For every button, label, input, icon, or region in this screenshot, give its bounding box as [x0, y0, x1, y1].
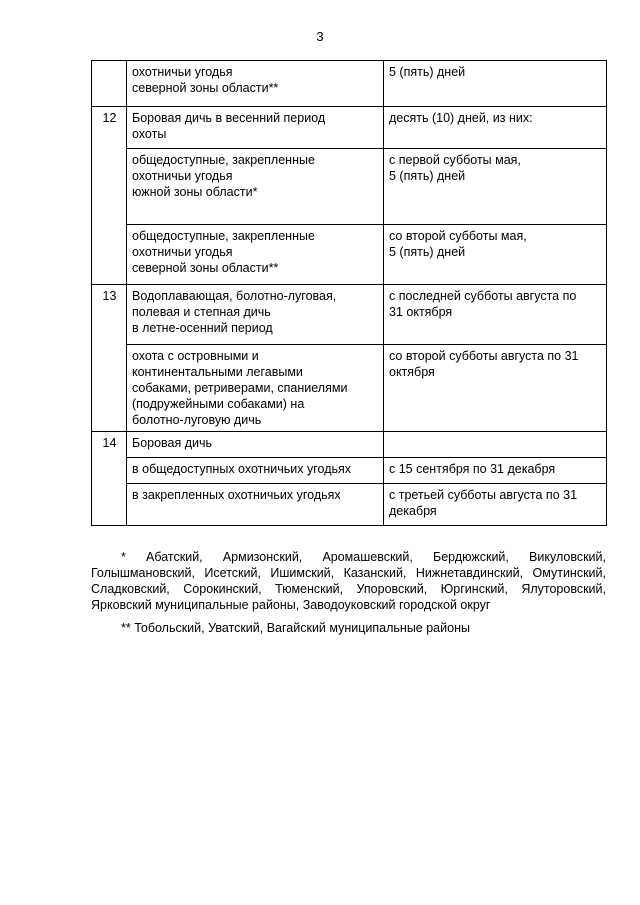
hunting-schedule-table	[91, 60, 607, 526]
row-number-cell	[92, 345, 127, 432]
table-row	[92, 345, 607, 432]
table-row	[92, 285, 607, 345]
hunting-period-cell: с первой субботы мая, 5 (пять) дней	[384, 149, 607, 225]
table-row	[92, 458, 607, 484]
row-number-cell	[92, 149, 127, 225]
game-description-cell: в закрепленных охотничьих угодьях	[127, 484, 384, 526]
footnote-north-zone: ** Тобольский, Уватский, Вагайский муниципальные районы	[121, 621, 470, 635]
row-number-cell	[92, 484, 127, 526]
row-number-cell	[92, 225, 127, 285]
hunting-period-cell: с последней субботы августа по 31 октября	[384, 285, 607, 345]
table-row	[92, 61, 607, 107]
page-number: 3	[316, 29, 324, 44]
hunting-period-cell: с 15 сентября по 31 декабря	[384, 458, 607, 484]
row-number-cell	[92, 458, 127, 484]
game-description-cell: охотничьи угодья северной зоны области**	[127, 61, 384, 107]
game-description-cell: Боровая дичь в весенний период охоты	[127, 107, 384, 149]
hunting-period-cell: с третьей субботы августа по 31 декабря	[384, 484, 607, 526]
row-number-cell: 13	[92, 285, 127, 345]
hunting-period-cell: со второй субботы мая, 5 (пять) дней	[384, 225, 607, 285]
row-number-cell	[92, 61, 127, 107]
footnote-south-zone: * Абатский, Армизонский, Аромашевский, Бердюжский, Викуловский, Голышмановский, Исетский, Ишимский, Казанский, Нижнетавдинский, Омутинский, Сладковский, Сорокинский, Тюменский, Упоровский, Юргинский, Ялуторовский, Ярковский муниципальные районы, Заводоуковский городской округ	[91, 550, 606, 612]
hunting-period-cell: десять (10) дней, из них:	[384, 107, 607, 149]
game-description-cell: общедоступные, закрепленные охотничьи угодья северной зоны области**	[127, 225, 384, 285]
table-row	[92, 149, 607, 225]
game-description-cell: Водоплавающая, болотно-луговая, полевая и степная дичь в летне-осенний период	[127, 285, 384, 345]
table-row	[92, 225, 607, 285]
row-number-cell: 12	[92, 107, 127, 149]
footnotes	[91, 549, 606, 643]
table-row	[92, 107, 607, 149]
hunting-period-cell: со второй субботы августа по 31 октября	[384, 345, 607, 432]
game-description-cell: общедоступные, закрепленные охотничьи угодья южной зоны области*	[127, 149, 384, 225]
hunting-period-cell	[384, 432, 607, 458]
game-description-cell: в общедоступных охотничьих угодьях	[127, 458, 384, 484]
table-row	[92, 484, 607, 526]
table-row	[92, 432, 607, 458]
row-number-cell: 14	[92, 432, 127, 458]
hunting-period-cell: 5 (пять) дней	[384, 61, 607, 107]
game-description-cell: Боровая дичь	[127, 432, 384, 458]
game-description-cell: охота с островными и континентальными легавыми собаками, ретриверами, спаниелями (подружейными собаками) на болотно-луговую дичь	[127, 345, 384, 432]
